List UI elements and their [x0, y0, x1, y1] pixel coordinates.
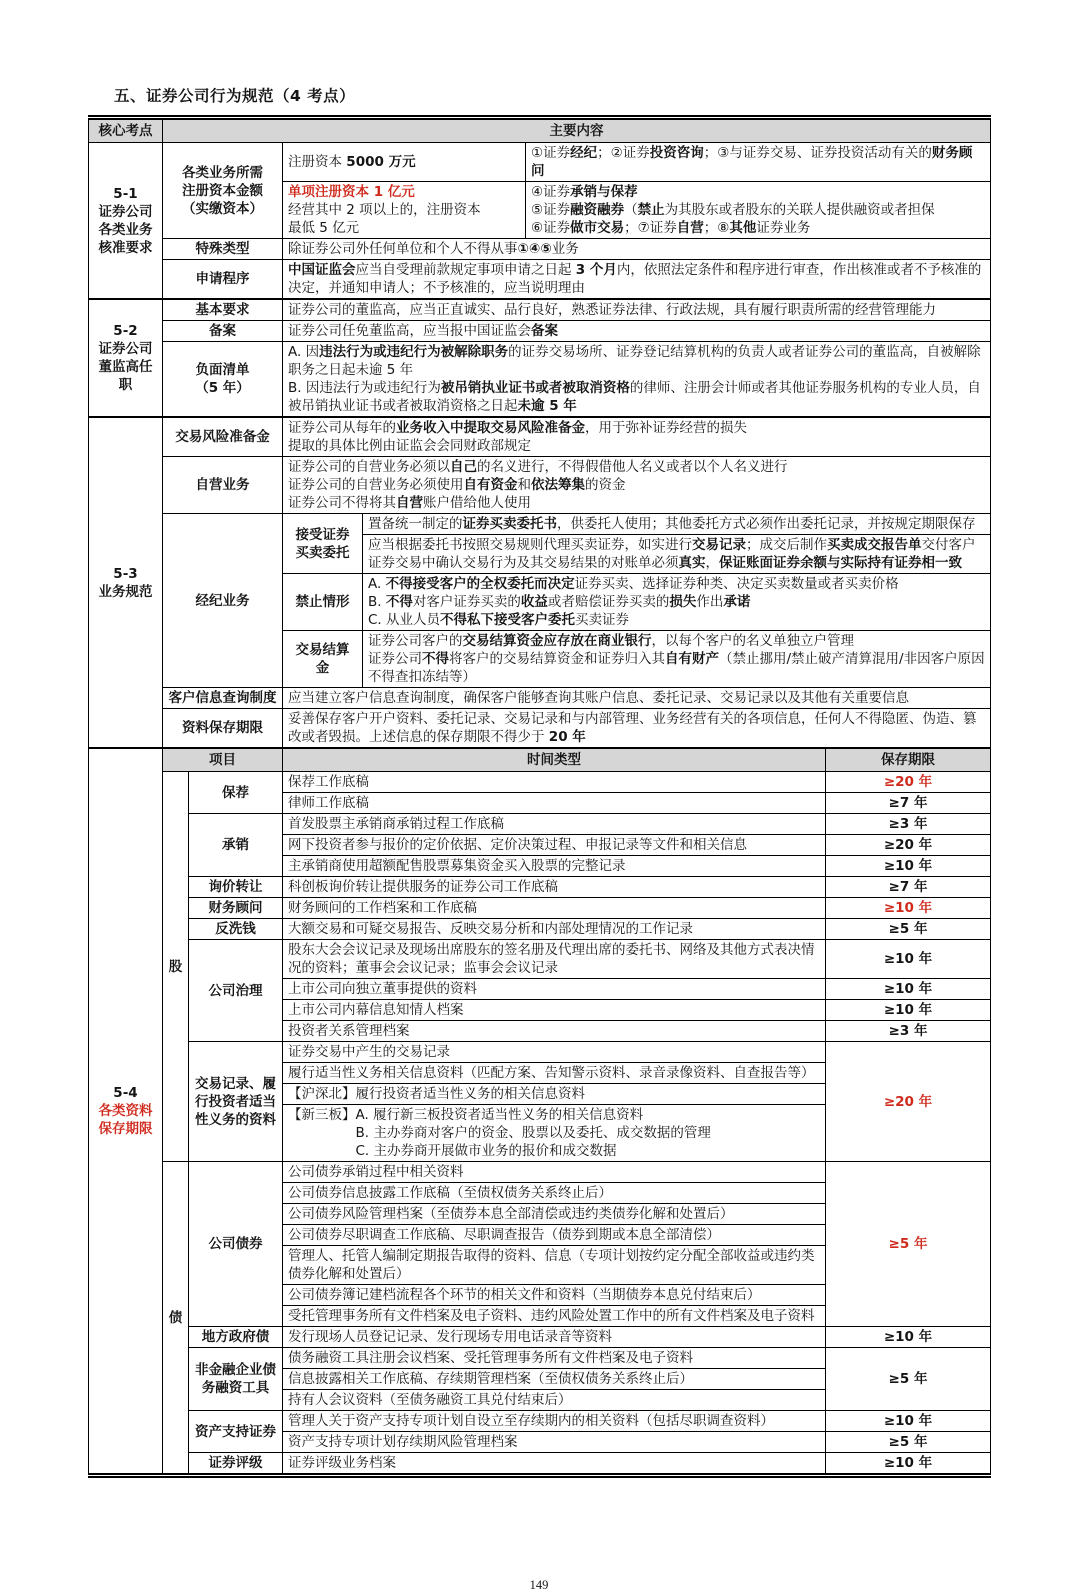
table-row — [89, 877, 991, 898]
content-cell: 股东大会会议记录及现场出席股东的签名册及代理出席的委托书、网络及其他方式表决情况的资料；董事会会议记录；监事会会议记录 — [283, 940, 826, 979]
content-cell: 【新三板】A. 履行新三板投资者适当性义务的相关信息资料 B. 主办券商对客户的资金、股票以及委托、成交数据的管理 C. 主办券商开展做市业务的报价和成交数据 — [283, 1105, 826, 1162]
content-cell: 首发股票主承销商承销过程工作底稿 — [283, 814, 826, 835]
retention-cell: ≥5 年 — [826, 1432, 991, 1453]
table-row — [89, 1162, 991, 1183]
table-row — [89, 709, 991, 749]
table-row — [89, 239, 991, 260]
table-row — [89, 1411, 991, 1432]
retention-cell: ≥20 年 — [826, 835, 991, 856]
retention-cell: ≥10 年 — [826, 940, 991, 979]
table-row — [89, 748, 991, 772]
table-row — [89, 814, 991, 835]
main-table — [88, 115, 991, 1478]
retention-cell: ≥3 年 — [826, 814, 991, 835]
table-row — [89, 321, 991, 342]
group-label-bond: 债 — [163, 1162, 189, 1476]
table-row — [89, 417, 991, 457]
content-cell: 妥善保存客户开户资料、委托记录、交易记录和与内部管理、业务经营有关的各项信息，任何人不得隐匿、伪造、篡改或者毁损。上述信息的保存期限不得少于 20 年 — [283, 709, 991, 749]
subheader-period: 保存期限 — [826, 748, 991, 772]
core-point-cell-5-1: 5-1 证券公司 各类业务 核准要求 — [89, 143, 163, 300]
category-label: 非金融企业债务融资工具 — [189, 1348, 283, 1411]
content-cell: 公司债券尽职调查工作底稿、尽职调查报告（债券到期或本息全部清偿） — [283, 1225, 826, 1246]
content-cell: 发行现场人员登记记录、发行现场专用电话录音等资料 — [283, 1327, 826, 1348]
content-cell: 【沪深北】履行投资者适当性义务的相关信息资料 — [283, 1084, 826, 1105]
table-row — [89, 688, 991, 709]
content-cell: 管理人、托管人编制定期报告取得的资料、信息（专项计划按约定分配全部收益或违约类债券化解和处置后） — [283, 1246, 826, 1285]
content-cell: 证券公司的自营业务必须以自己的名义进行，不得假借他人名义或者以个人名义进行 证券公司的自营业务必须使用自有资金和依法筹集的资金 证券公司不得将其自营账户借给他人使用 — [283, 457, 991, 514]
retention-cell: ≥5 年 — [826, 1162, 991, 1327]
header-main-content: 主要内容 — [163, 118, 991, 143]
row-label-negative-list: 负面清单 （5 年） — [163, 342, 283, 418]
content-cell: 证券公司任免董监高，应当报中国证监会备案 — [283, 321, 991, 342]
content-cell: ④证券承销与保荐 ⑤证券融资融券（禁止为其股东或者股东的关联人提供融资或者担保 ⑥证券做市交易；⑦证券自营；⑧其他证券业务 — [526, 182, 991, 239]
core-point-cell-5-2: 5-2 证券公司 董监高任 职 — [89, 299, 163, 417]
header-core-point: 核心考点 — [89, 118, 163, 143]
content-cell: 保荐工作底稿 — [283, 772, 826, 793]
retention-cell: ≥10 年 — [826, 898, 991, 919]
content-cell: A. 因违法行为或违纪行为被解除职务的证券交易场所、证券登记结算机构的负责人或者证券公司的董监高，自被解除职务之日起未逾 5 年 B. 因违法行为或违纪行为被吊销执业证书或者被取消资格的律师、注册会计师或者其他证券服务机构的专业人员，自被吊销执业证书或者被取消资格之日起未逾 5 年 — [283, 342, 991, 418]
content-cell: 证券评级业务档案 — [283, 1453, 826, 1476]
content-cell: 主承销商使用超额配售股票募集资金买入股票的完整记录 — [283, 856, 826, 877]
row-label-basic: 基本要求 — [163, 299, 283, 321]
table-row — [89, 342, 991, 418]
content-cell: 公司债券信息披露工作底稿（至债权债务关系终止后） — [283, 1183, 826, 1204]
content-cell: 大额交易和可疑交易报告、反映交易分析和内部处理情况的工作记录 — [283, 919, 826, 940]
table-row — [89, 514, 991, 535]
retention-cell: ≥10 年 — [826, 1327, 991, 1348]
retention-cell: ≥7 年 — [826, 877, 991, 898]
retention-cell: ≥5 年 — [826, 1348, 991, 1411]
table-row — [89, 1453, 991, 1476]
table-row — [89, 299, 991, 321]
table-row — [89, 1348, 991, 1369]
retention-cell: ≥3 年 — [826, 1021, 991, 1042]
content-cell: 证券公司的董监高，应当正直诚实、品行良好，熟悉证券法律、行政法规，具有履行职责所需的经营管理能力 — [283, 299, 991, 321]
content-cell: 应当根据委托书按照交易规则代理买卖证券，如实进行交易记录；成交后制作买卖成交报告单交付客户 证券交易中确认交易行为及其交易结果的对账单必须真实，保证账面证券余额与实际持有证券相一致 — [363, 535, 991, 574]
content-cell: 持有人会议资料（至债务融资工具兑付结束后） — [283, 1390, 826, 1411]
table-row — [89, 457, 991, 514]
retention-cell: ≥20 年 — [826, 772, 991, 793]
category-label: 地方政府债 — [189, 1327, 283, 1348]
content-cell: 上市公司内幕信息知情人档案 — [283, 1000, 826, 1021]
content-cell: 注册资本 5000 万元 — [283, 143, 526, 182]
content-cell: ①证券经纪；②证券投资咨询；③与证券交易、证券投资活动有关的财务顾问 — [526, 143, 991, 182]
retention-cell: ≥7 年 — [826, 793, 991, 814]
content-cell: 财务顾问的工作档案和工作底稿 — [283, 898, 826, 919]
content-cell: 证券交易中产生的交易记录 — [283, 1042, 826, 1063]
content-cell: 证券公司客户的交易结算资金应存放在商业银行，以每个客户的名义单独立户管理 证券公司不得将客户的交易结算资金和证券归入其自有财产（禁止挪用/禁止破产清算混用/非因客户原因不得查扣冻结等） — [363, 631, 991, 688]
content-cell: 公司债券风险管理档案（至债券本息全部清偿或违约类债券化解和处置后） — [283, 1204, 826, 1225]
content-cell: 债务融资工具注册会议档案、受托管理事务所有文件档案及电子资料 — [283, 1348, 826, 1369]
table-header-row — [89, 118, 991, 143]
category-label: 保荐 — [189, 772, 283, 814]
content-cell: 证券公司从每年的业务收入中提取交易风险准备金，用于弥补证券经营的损失 提取的具体比例由证监会会同财政部规定 — [283, 417, 991, 457]
row-label-client-info: 客户信息查询制度 — [163, 688, 283, 709]
core-point-cell-5-4 — [89, 748, 163, 1476]
core-point-cell-5-3: 5-3 业务规范 — [89, 417, 163, 748]
table-row — [89, 260, 991, 300]
sub-row-label-entrust: 接受证券 买卖委托 — [283, 514, 363, 574]
retention-cell: ≥10 年 — [826, 979, 991, 1000]
table-row — [89, 1327, 991, 1348]
row-label-proprietary: 自营业务 — [163, 457, 283, 514]
core-point-red-label: 各类资料 保存期限 — [98, 1103, 153, 1137]
subheader-item: 项目 — [163, 748, 283, 772]
category-label: 交易记录、履行投资者适当性义务的资料 — [189, 1042, 283, 1162]
category-label: 询价转让 — [189, 877, 283, 898]
content-text: 经营其中 2 项以上的，注册资本 最低 5 亿元 — [288, 202, 481, 236]
table-row — [89, 940, 991, 979]
content-cell: 中国证监会应当自受理前款规定事项申请之日起 3 个月内，依照法定条件和程序进行审查，作出核准或者不予核准的决定，并通知申请人；不予核准的，应当说明理由 — [283, 260, 991, 300]
row-label-brokerage: 经纪业务 — [163, 514, 283, 688]
retention-cell: ≥10 年 — [826, 856, 991, 877]
content-cell — [283, 182, 526, 239]
retention-cell: ≥10 年 — [826, 1411, 991, 1432]
sub-row-label-settlement: 交易结算 金 — [283, 631, 363, 688]
retention-cell: ≥10 年 — [826, 1453, 991, 1476]
row-label-risk-reserve: 交易风险准备金 — [163, 417, 283, 457]
group-label-stock: 股 — [163, 772, 189, 1162]
page-number: 149 — [529, 1578, 549, 1592]
row-label-apply: 申请程序 — [163, 260, 283, 300]
content-cell: 管理人关于资产支持专项计划自设立至存续期内的相关资料（包括尽职调查资料） — [283, 1411, 826, 1432]
content-cell: A. 不得接受客户的全权委托而决定证券买卖、选择证券种类、决定买卖数量或者买卖价格 B. 不得对客户证券买卖的收益或者赔偿证券买卖的损失作出承诺 C. 从业人员不得私下接受客户委托买卖证券 — [363, 574, 991, 631]
retention-cell: ≥5 年 — [826, 919, 991, 940]
table-row — [89, 898, 991, 919]
row-label-retention: 资料保存期限 — [163, 709, 283, 749]
category-label: 财务顾问 — [189, 898, 283, 919]
content-cell: 上市公司向独立董事提供的资料 — [283, 979, 826, 1000]
content-cell: 资产支持专项计划存续期风险管理档案 — [283, 1432, 826, 1453]
category-label: 资产支持证券 — [189, 1411, 283, 1453]
content-cell: 应当建立客户信息查询制度，确保客户能够查询其账户信息、委托记录、交易记录以及其他有关重要信息 — [283, 688, 991, 709]
category-label: 公司债券 — [189, 1162, 283, 1327]
content-cell: 信息披露相关工作底稿、存续期管理档案（至债权债务关系终止后） — [283, 1369, 826, 1390]
sub-row-label-forbidden: 禁止情形 — [283, 574, 363, 631]
category-label: 证券评级 — [189, 1453, 283, 1476]
row-label-filing: 备案 — [163, 321, 283, 342]
row-label-special: 特殊类型 — [163, 239, 283, 260]
subheader-type: 时间类型 — [283, 748, 826, 772]
content-cell: 律师工作底稿 — [283, 793, 826, 814]
table-row — [89, 772, 991, 793]
page-title: 五、证券公司行为规范（4 考点） — [114, 87, 356, 105]
content-cell: 公司债券承销过程中相关资料 — [283, 1162, 826, 1183]
table-row — [89, 1042, 991, 1063]
content-cell: 除证券公司外任何单位和个人不得从事①④⑤业务 — [283, 239, 991, 260]
category-label: 公司治理 — [189, 940, 283, 1042]
content-cell: 置备统一制定的证券买卖委托书，供委托人使用；其他委托方式必须作出委托记录，并按规定期限保存 — [363, 514, 991, 535]
retention-cell: ≥20 年 — [826, 1042, 991, 1162]
content-cell: 受托管理事务所有文件档案及电子资料、违约风险处置工作中的所有文件档案及电子资料 — [283, 1306, 826, 1327]
content-cell: 科创板询价转让提供服务的证券公司工作底稿 — [283, 877, 826, 898]
table-row — [89, 919, 991, 940]
category-label: 反洗钱 — [189, 919, 283, 940]
content-cell: 公司债券簿记建档流程各个环节的相关文件和资料（当期债券本息兑付结束后） — [283, 1285, 826, 1306]
content-cell: 投资者关系管理档案 — [283, 1021, 826, 1042]
table-row — [89, 143, 991, 182]
content-cell: 网下投资者参与报价的定价依据、定价决策过程、申报记录等文件和相关信息 — [283, 835, 826, 856]
retention-cell: ≥10 年 — [826, 1000, 991, 1021]
content-cell: 履行适当性义务相关信息资料（匹配方案、告知警示资料、录音录像资料、自查报告等） — [283, 1063, 826, 1084]
category-label: 承销 — [189, 814, 283, 877]
highlight-red-text: 单项注册资本 1 亿元 — [288, 184, 415, 200]
core-point-number: 5-4 — [113, 1085, 138, 1101]
row-label-capital: 各类业务所需 注册资本金额 （实缴资本） — [163, 143, 283, 239]
